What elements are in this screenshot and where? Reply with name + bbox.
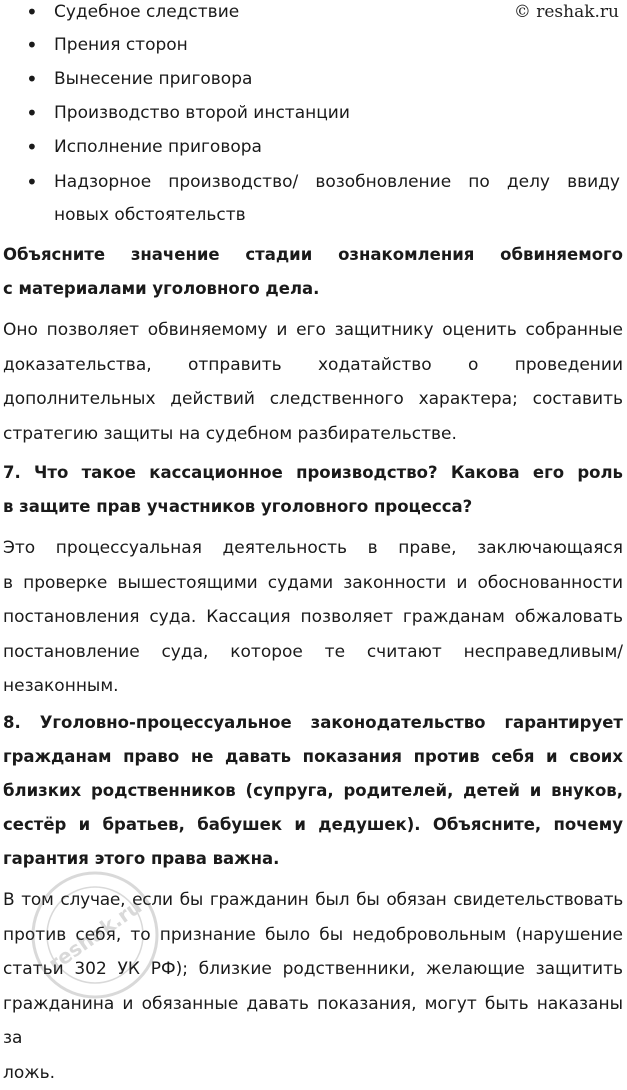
- list-item: • Надзорное производство/ возобновление по делу ввиду: [54, 165, 620, 199]
- stamp-text: reshak.ru: [44, 894, 146, 976]
- answer-line: постановления суда. Кассация позволяет гражданам обжаловать: [3, 600, 623, 635]
- question-line: гражданам право не давать показания против себя и своих: [3, 740, 623, 774]
- answer-line: в проверке вышестоящими судами законности и обоснованности: [3, 566, 623, 601]
- answer-line: постановление суда, которое те считают несправедливым/: [3, 635, 623, 670]
- answer-line: Это процессуальная деятельность в праве, заключающаяся: [3, 531, 623, 566]
- list-item: • Судебное следствие: [54, 0, 620, 29]
- question-line: 7. Что такое кассационное производство? Какова его роль: [3, 456, 623, 490]
- list-item: • Исполнение приговора: [54, 130, 620, 164]
- question-8: [3, 706, 623, 876]
- question-line: с материалами уголовного дела.: [3, 272, 623, 306]
- answer-8: [3, 883, 623, 1090]
- answer-line: гражданина и обязанные давать показания, могут быть наказаны за: [3, 987, 623, 1056]
- answer-line: Оно позволяет обвиняемому и его защитнику оценить собранные: [3, 313, 623, 348]
- answer-line: ложь.: [3, 1056, 623, 1090]
- list-item-continuation: новых обстоятельств: [54, 198, 246, 232]
- question-7: [3, 456, 623, 524]
- answer-line: статьи 302 УК РФ); близкие родственники, желающие защитить: [3, 952, 623, 987]
- question-line: в защите прав участников уголовного процесса?: [3, 490, 623, 524]
- answer-line: доказательства, отправить ходатайство о проведении: [3, 348, 623, 383]
- answer-7: [3, 531, 623, 704]
- answer-line: стратегию защиты на судебном разбирательстве.: [3, 417, 623, 452]
- watermark-copyright: © reshak.ru: [514, 2, 619, 22]
- list-item: • Прения сторон: [54, 28, 620, 62]
- answer-line: дополнительных действий следственного характера; составить: [3, 382, 623, 417]
- question-review-stage: [3, 238, 623, 306]
- answer-line: незаконным.: [3, 669, 623, 704]
- question-line: гарантия этого права важна.: [3, 842, 623, 876]
- answer-line: В том случае, если бы гражданин был бы обязан свидетельствовать: [3, 883, 623, 918]
- question-line: Объясните значение стадии ознакомления обвиняемого: [3, 238, 623, 272]
- question-line: близких родственников (супруга, родителей, детей и внуков,: [3, 774, 623, 808]
- list-item: • Вынесение приговора: [54, 62, 620, 96]
- answer-line: против себя, то признание было бы недобровольным (нарушение: [3, 918, 623, 953]
- question-line: 8. Уголовно-процессуальное законодательство гарантирует: [3, 706, 623, 740]
- question-line: сестёр и братьев, бабушек и дедушек). Объясните, почему: [3, 808, 623, 842]
- list-item: • Производство второй инстанции: [54, 96, 620, 130]
- answer-review-stage: [3, 313, 623, 451]
